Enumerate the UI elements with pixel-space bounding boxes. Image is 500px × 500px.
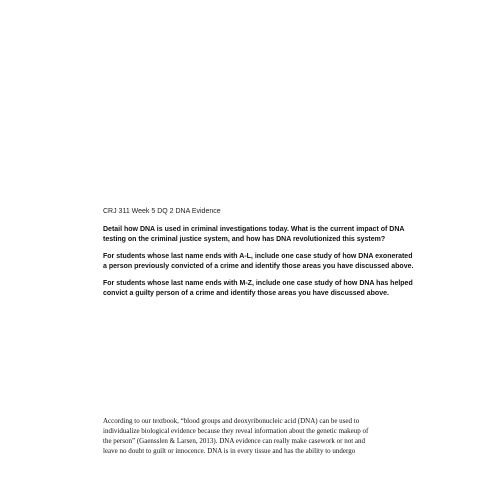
prompt-line: convict a guilty person of a crime and identify those areas you have discussed above. — [103, 290, 389, 297]
prompt-line: For students whose last name ends with A-L, include one case study of how DNA exonerated — [103, 253, 413, 260]
prompt-line: testing on the criminal justice system, and how has DNA revolutionized this system? — [103, 236, 386, 243]
answer-line: leave no doubt to guilt or innocence. DNA is in every tissue and has the ability to undergo — [103, 447, 356, 455]
answer-line: According to our textbook, “blood groups and deoxyribonucleic acid (DNA) can be used to — [103, 417, 360, 425]
prompt-line: For students whose last name ends with M-Z, include one case study of how DNA has helped — [103, 280, 413, 287]
prompt-line: Detail how DNA is used in criminal investigations today. What is the current impact of DNA — [103, 226, 405, 233]
answer-paragraph — [103, 416, 413, 456]
prompt-line: a person previously convicted of a crime and identify those areas you have discussed above. — [103, 263, 414, 270]
course-header: CRJ 311 Week 5 DQ 2 DNA Evidence — [103, 208, 221, 215]
answer-line: the person” (Gaensslen & Larsen, 2013). DNA evidence can really make casework or not and — [103, 437, 366, 445]
discussion-prompt-m-z — [103, 279, 413, 299]
answer-line: individualize biological evidence because they reveal information about the genetic makeup of — [103, 427, 369, 435]
discussion-prompt-a-l — [103, 252, 414, 272]
discussion-prompt-main — [103, 225, 403, 245]
